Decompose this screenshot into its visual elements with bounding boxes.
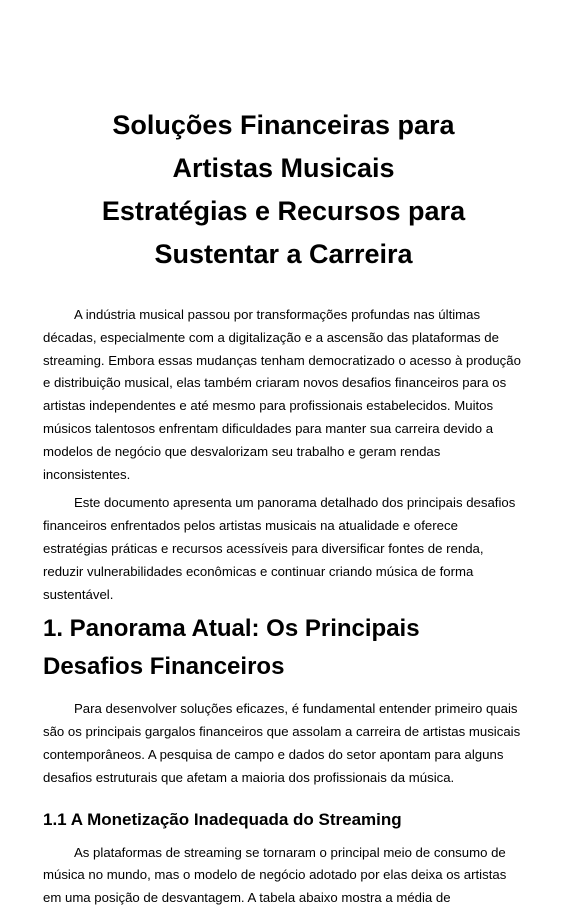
intro-paragraph-1: A indústria musical passou por transformações profundas nas últimas décadas, especialmente com a digitalização e a ascensão das plataformas de streaming. Embora essas mudanças tenham democratizado o acesso à produção e distribuição musical, elas também criaram novos desafios financeiros para os artistas independentes e até mesmo para profissionais estabelecidos. Muitos músicos talentosos enfrentam dificuldades para manter sua carreira devido a modelos de negócio que desvalorizam seu trabalho e geram rendas inconsistentes. (43, 307, 521, 482)
section-1-1-paragraph: As plataformas de streaming se tornaram o principal meio de consumo de música no mundo, mas o modelo de negócio adotado por elas deixa os artistas em uma posição de desvantagem. A tabela abaixo mostra a média de (43, 844, 507, 906)
title-line-4: Sustentar a Carreira (154, 239, 413, 269)
title-line-2: Artistas Musicais (172, 153, 395, 183)
section-1-1-heading: 1.1 A Monetização Inadequada do Streaming (43, 809, 402, 829)
document-title (43, 0, 524, 276)
title-line-1: Soluções Financeiras para (112, 110, 455, 140)
intro-paragraph-2: Este documento apresenta um panorama detalhado dos principais desafios financeiros enfrentados pelos artistas musicais na atualidade e oferece estratégias práticas e recursos acessíveis para diversificar fontes de renda, reduzir vulnerabilidades econômicas e continuar criando música de forma sustentável. (43, 495, 516, 602)
title-line-3: Estratégias e Recursos para (101, 196, 466, 226)
section-1-paragraph: Para desenvolver soluções eficazes, é fundamental entender primeiro quais são os principais gargalos financeiros que assolam a carreira de artistas musicais contemporâneos. A pesquisa de campo e dados do setor apontam para alguns desafios estruturais que afetam a maioria dos profissionais da música. (43, 701, 521, 785)
section-1-heading: 1. Panorama Atual: Os Principais Desafios Financeiros (43, 615, 420, 681)
